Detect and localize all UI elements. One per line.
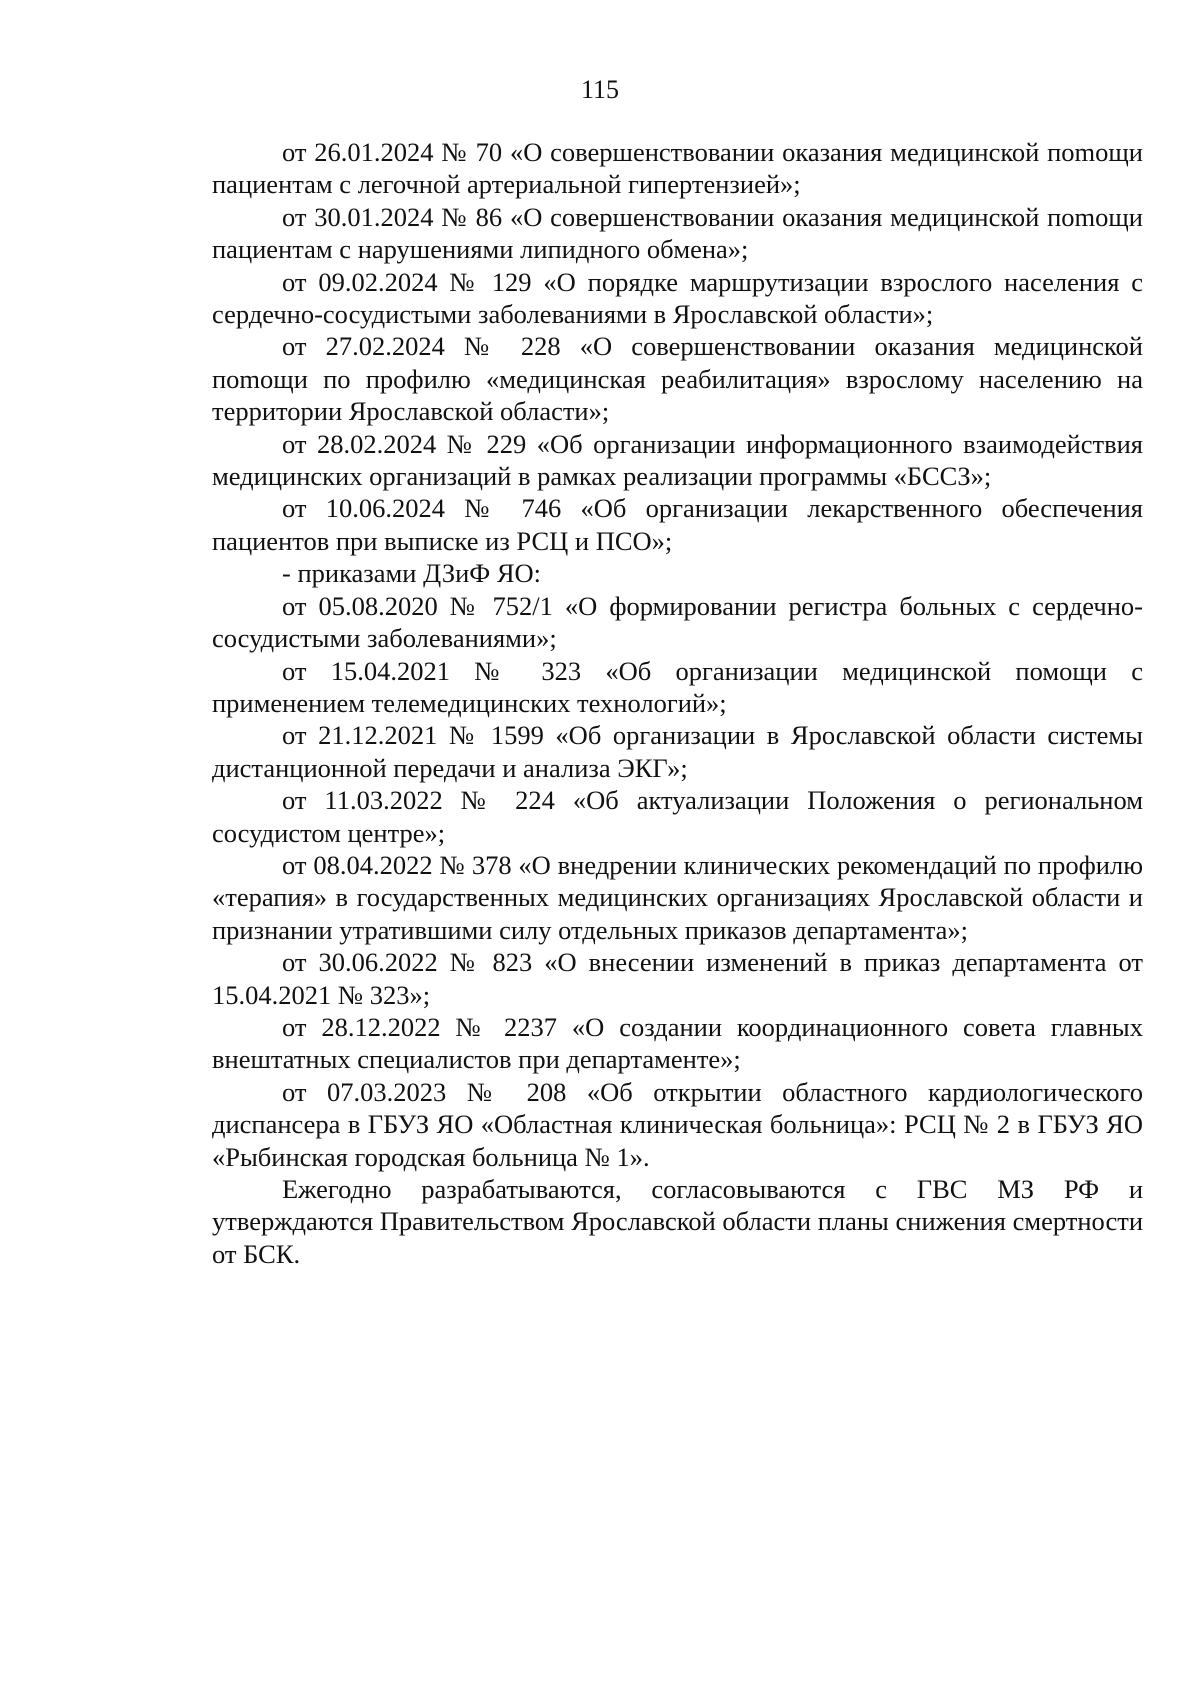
document-body <box>212 136 1143 1270</box>
paragraph-order-208: от 07.03.2023 № 208 «Об открытии областного кардиологического диспансера в ГБУЗ ЯО «Областная клиническая больница»: РСЦ № 2 в ГБУЗ ЯО «Рыбинская городская больница № 1». <box>212 1076 1143 1172</box>
paragraph-mortality-plans: Ежегодно разрабатываются, согласовываются с ГВС МЗ РФ и утверждаются Правительством Ярославской области планы снижения смертности от БСК. <box>212 1174 1143 1269</box>
paragraph-order-86: от 30.01.2024 № 86 «О совершенствовании оказания медицинской поmощи пациентам с нарушениями липидного обмена»; <box>212 201 1143 265</box>
paragraph-order-378: от 08.04.2022 № 378 «О внедрении клинических рекомендаций по профилю «терапия» в государственных медицинских организациях Ярославской области и признании утратившими силу отдельных приказов департамента»; <box>212 849 1143 945</box>
paragraph-order-1599: от 21.12.2021 № 1599 «Об организации в Ярославской области системы дистанционной передачи и анализа ЭКГ»; <box>212 720 1143 783</box>
page-number: 115 <box>580 75 620 104</box>
paragraph-order-323: от 15.04.2021 № 323 «Об организации медицинской помощи с применением телемедицинских технологий»; <box>212 655 1143 718</box>
paragraph-order-752-1: от 05.08.2020 № 752/1 «О формировании регистра больных с сердечно-​сосудистыми заболеваниями»; <box>212 590 1143 654</box>
paragraph-order-823: от 30.06.2022 № 823 «О внесении изменений в приказ департамента от 15.04.2021 № 323»; <box>212 947 1143 1010</box>
paragraph-order-2237: от 28.12.2022 № 2237 «О создании координационного совета главных внештатных специалистов при департаменте»; <box>212 1011 1143 1075</box>
paragraph-order-229: от 28.02.2024 № 229 «Об организации информационного взаимодействия медицинских организаций в рамках реализации программы «БССЗ»; <box>212 428 1143 492</box>
paragraph-order-70: от 26.01.2024 № 70 «О совершенствовании оказания медицинской поmощи пациентам с легочной артериальной гипертензией»; <box>212 137 1143 200</box>
paragraph-order-224: от 11.03.2022 № 224 «Об актуализации Положения о региональном сосудистом центре»; <box>212 785 1143 848</box>
paragraph-order-746: от 10.06.2024 № 746 «Об организации лекарственного обеспечения пациентов при выписке из РСЦ и ПСО»; <box>212 493 1143 556</box>
paragraph-order-228: от 27.02.2024 № 228 «О совершенствовании оказания медицинской поmощи по профилю «медицинская реабилитация» взрослому населению на территории Ярославской области»; <box>212 331 1143 427</box>
paragraph-dzif-orders-heading: - приказами ДЗиФ ЯО: <box>282 558 542 589</box>
paragraph-order-129: от 09.02.2024 № 129 «О порядке маршрутизации взрослого населения с сердечно-сосудистыми заболеваниями в Ярославской области»; <box>212 266 1143 330</box>
